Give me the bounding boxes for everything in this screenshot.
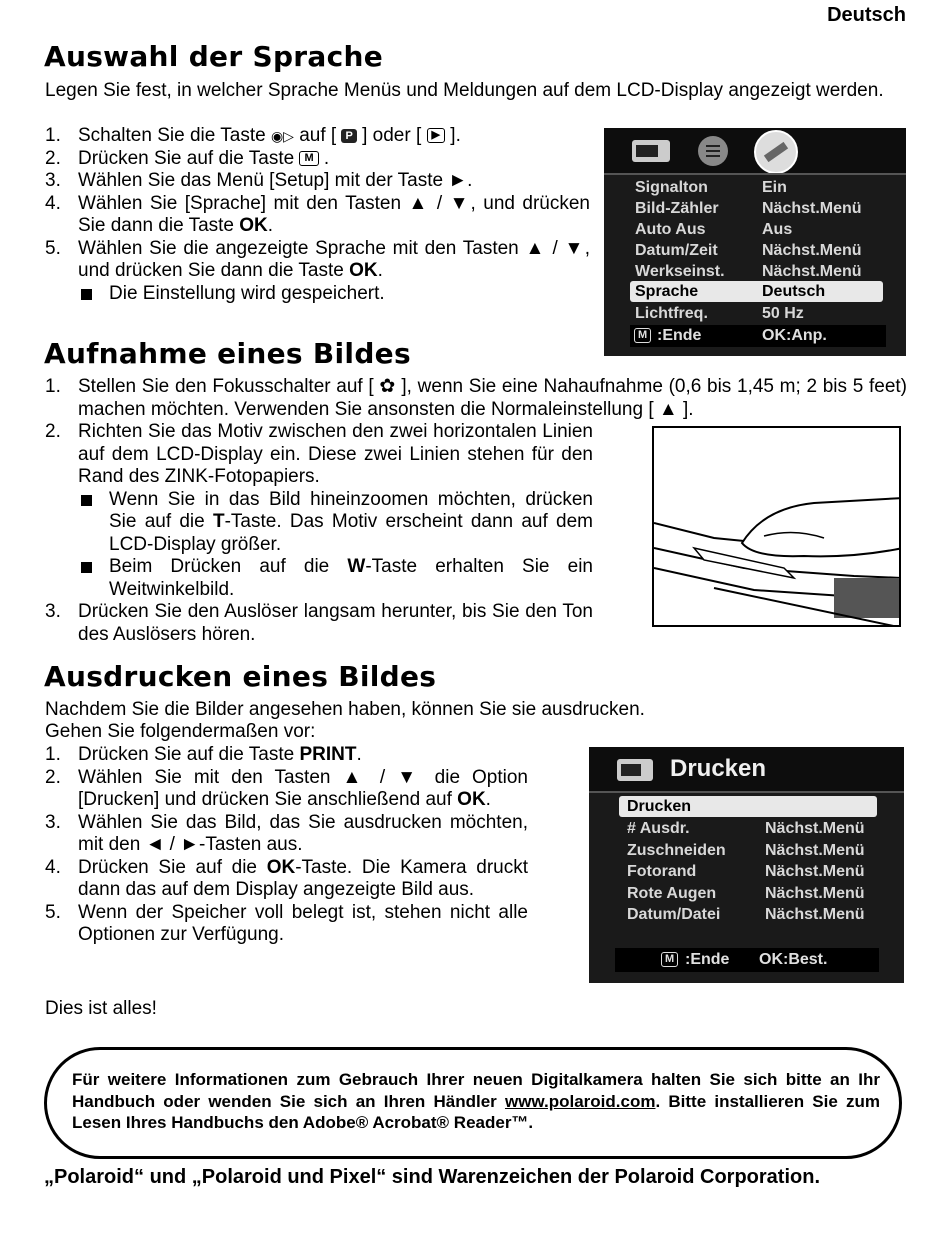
bullet-square-icon [81, 495, 92, 506]
print-intro-2: Gehen Sie folgendermaßen vor: [45, 721, 316, 742]
bullet-square-icon [81, 562, 92, 573]
section-title-capture: Aufnahme eines Bildes [44, 337, 411, 370]
trademark-text: „Polaroid“ und „Polaroid und Pixel“ sind Warenzeichen der Polaroid Corporation. [44, 1166, 821, 1188]
list-item: 5. Wenn der Speicher voll belegt ist, stehen nicht alle Optionen zur Verfügung. [45, 901, 528, 945]
menu-key-icon: M [661, 952, 678, 967]
website-link[interactable]: www.polaroid.com [504, 1091, 656, 1111]
menu-row: Fotorand Nächst.Menü [627, 863, 865, 880]
list-item: 2. Drücken Sie auf die Taste M . [45, 147, 330, 169]
lcd-footer: M :Ende OK:Anp. [630, 325, 886, 347]
bullet-square-icon [81, 289, 92, 300]
language-tag: Deutsch [827, 4, 906, 26]
menu-row: Zuschneiden Nächst.Menü [627, 842, 865, 859]
list-tab-icon [698, 136, 728, 166]
list-item: 3. Wählen Sie das Menü [Setup] mit der Taste ►. [45, 170, 473, 191]
menu-row-selected: Drucken [619, 796, 877, 817]
list-item: 1. Drücken Sie auf die Taste PRINT. [45, 744, 362, 765]
list-item: 3. Drücken Sie den Auslöser langsam herunter, bis Sie den Ton des Auslösers hören. [45, 601, 593, 645]
bullet-item: Wenn Sie in das Bild hineinzoomen möchten, drücken Sie auf die T-Taste. Das Motiv erscheint dann auf dem LCD-Display größer. [78, 489, 593, 557]
list-item: 5. Wählen Sie die angezeigte Sprache mit den Tasten ▲ / ▼, und drücken Sie dann die Taste OK. Die Einstellung wird gespeichert. [45, 237, 590, 304]
menu-row: Lichtfreq. 50 Hz [635, 305, 804, 322]
lcd-footer: M :Ende OK:Best. [615, 948, 879, 972]
menu-row: Rote Augen Nächst.Menü [627, 885, 865, 902]
language-steps [45, 125, 590, 305]
menu-row: Signalton Ein [635, 179, 787, 196]
print-steps [45, 744, 528, 947]
list-item: 4. Wählen Sie [Sprache] mit den Tasten ▲ / ▼, und drücken Sie dann die Taste OK. [45, 192, 590, 236]
lcd-tab-bar [604, 128, 906, 173]
list-item: 2. Richten Sie das Motiv zwischen den zwei horizontalen Linien auf dem LCD-Display ein. Diese zwei Linien stehen für den Rand des ZINK-Fotopapiers. Wenn Sie in das Bild hineinzoomen möchten, drücken Sie auf die T-Taste. Das Motiv erscheint dann auf dem LCD-Display größer. Beim Drücken auf die W-Taste erhalten Sie ein Weitwinkelbild. [45, 421, 594, 600]
print-menu-screen [589, 747, 904, 983]
bullet-item: Beim Drücken auf die W-Taste erhalten Sie ein Weitwinkelbild. [78, 556, 593, 601]
menu-row: Werkseinst. Nächst.Menü [635, 263, 862, 280]
section-title-language: Auswahl der Sprache [44, 40, 384, 73]
list-item: 1. Stellen Sie den Fokusschalter auf [ ✿ ], wenn Sie eine Nahaufnahme (0,6 bis 1,45 m; 2 bis 5 feet) machen möchten. Verwenden Sie ansonsten die Normaleinstellung [ ▲ ]. [45, 376, 907, 420]
capture-step-1 [45, 376, 907, 421]
p-mode-icon: P [341, 129, 356, 143]
setup-tab-icon [754, 130, 798, 174]
list-item: 1. Schalten Sie die Taste ◉▷ auf [ P ] oder [ ▶ ]. [45, 125, 461, 146]
printer-icon [617, 759, 653, 781]
menu-row: # Ausdr. Nächst.Menü [627, 820, 865, 837]
list-item: 2. Wählen Sie mit den Tasten ▲ / ▼ die Option [Drucken] und drücken Sie anschließend auf OK. [45, 766, 528, 810]
menu-row: Datum/Datei Nächst.Menü [627, 906, 865, 923]
menu-row: Bild-Zähler Nächst.Menü [635, 200, 862, 217]
list-item: 4. Drücken Sie auf die OK-Taste. Die Kamera druckt dann das auf dem Display angezeigte Bild aus. [45, 856, 529, 900]
print-intro-1: Nachdem Sie die Bilder angesehen haben, können Sie sie ausdrucken. [45, 699, 645, 720]
menu-key-icon: M [634, 328, 651, 343]
camera-tab-icon [632, 140, 670, 162]
lcd-title: Drucken [670, 755, 767, 782]
info-note-text: Für weitere Informationen zum Gebrauch Ihrer neuen Digitalkamera halten Sie sich bitte an Ihr Handbuch oder wenden Sie sich an Ihren Händler www.polaroid.com. Bitte installieren Sie zum Lesen Ihres Handbuchs den Adobe® Acrobat® Reader™. [72, 1070, 880, 1132]
playback-icon: ▶ [427, 128, 445, 143]
section-title-print: Ausdrucken eines Bildes [44, 660, 437, 693]
bullet-item: Die Einstellung wird gespeichert. [78, 283, 590, 306]
intro-text: Legen Sie fest, in welcher Sprache Menüs und Meldungen auf dem LCD-Display angezeigt werden. [45, 80, 884, 101]
list-item: 3. Wählen Sie das Bild, das Sie ausdrucken möchten, mit den ◄ / ►-Tasten aus. [45, 811, 528, 855]
camera-playback-icon: ◉▷ [270, 128, 294, 144]
shutter-press-illustration [652, 426, 901, 627]
menu-key-icon: M [299, 151, 318, 166]
menu-row: Auto Aus Aus [635, 221, 793, 238]
menu-row: Datum/Zeit Nächst.Menü [635, 242, 862, 259]
menu-row-selected: Sprache Deutsch [630, 281, 883, 302]
setup-menu-screen [604, 128, 906, 356]
closing-text: Dies ist alles! [45, 998, 157, 1019]
capture-steps [45, 421, 593, 646]
